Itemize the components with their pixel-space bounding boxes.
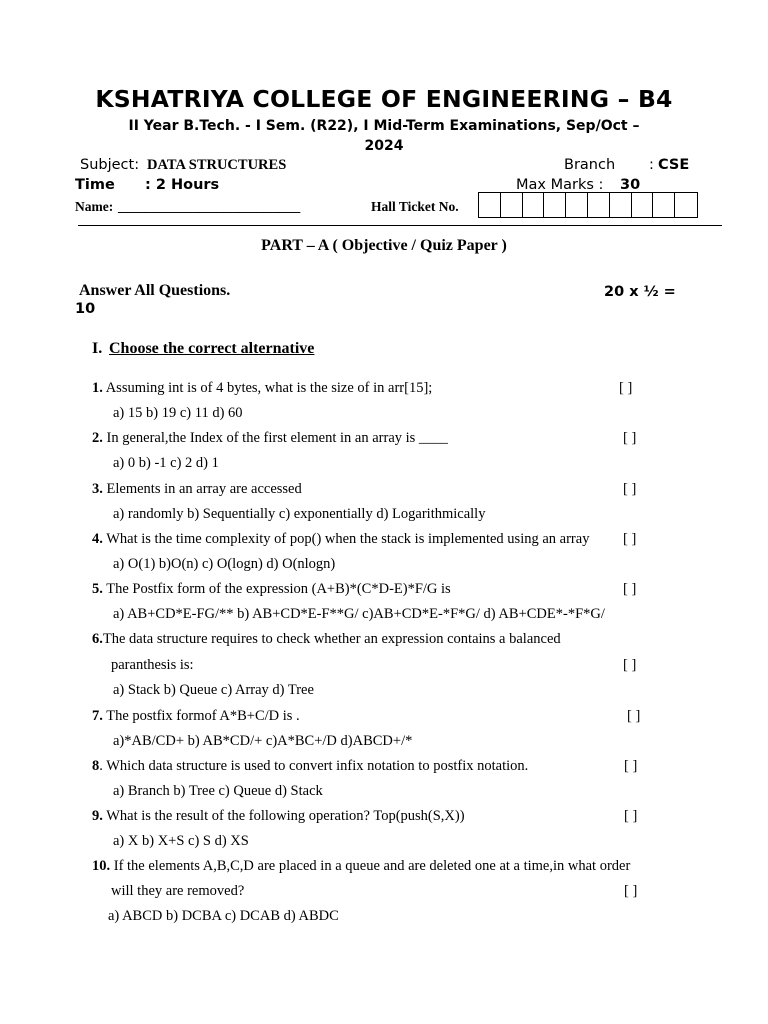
question-4: [92, 531, 589, 548]
hall-ticket-digit-box[interactable]: [610, 193, 632, 217]
branch-value: CSE: [658, 157, 690, 173]
question-number: 3.: [92, 481, 103, 497]
question-text: What is the time complexity of pop() when the stack is implemented using an array: [102, 531, 590, 547]
question-number: 4.: [92, 531, 103, 547]
time-value: : 2 Hours: [145, 177, 220, 193]
question-9: [92, 808, 465, 825]
question-number: 6.: [92, 631, 103, 647]
answer-bracket[interactable]: [ ]: [624, 808, 638, 824]
instruction: Answer All Questions.: [79, 282, 231, 299]
question-text: . Which data structure is used to convert infix notation to postfix notation.: [99, 758, 529, 774]
question-9-options: a) X b) X+S c) S d) XS: [113, 833, 249, 849]
question-number: 2.: [92, 430, 103, 446]
question-6: [92, 631, 561, 648]
question-8-options: a) Branch b) Tree c) Queue d) Stack: [113, 783, 323, 799]
question-6-continued: paranthesis is:: [111, 657, 194, 673]
hall-ticket-digit-box[interactable]: [566, 193, 588, 217]
question-1: [92, 380, 432, 397]
max-marks-value: 30: [620, 177, 641, 193]
question-number: 1.: [92, 380, 103, 396]
question-text: Assuming int is of 4 bytes, what is the size of in arr[15];: [102, 380, 433, 396]
exam-title-line2: 2024: [364, 138, 404, 154]
max-marks-label: Max Marks :: [516, 177, 604, 193]
hall-ticket-digit-box[interactable]: [653, 193, 675, 217]
question-10-options: a) ABCD b) DCBA c) DCAB d) ABDC: [108, 908, 339, 924]
answer-bracket[interactable]: [ ]: [623, 430, 637, 446]
branch-label: Branch: [564, 157, 616, 173]
college-title: KSHATRIYA COLLEGE OF ENGINEERING – B4: [95, 85, 673, 113]
subject-label: Subject:: [80, 157, 140, 173]
question-text: If the elements A,B,C,D are placed in a queue and are deleted one at a time,in what order: [110, 858, 631, 874]
question-text: The Postfix form of the expression (A+B)*(C*D-E)*F/G is: [102, 581, 451, 597]
question-number: 10.: [92, 858, 111, 874]
hall-ticket-digit-box[interactable]: [479, 193, 501, 217]
section-title: Choose the correct alternative: [109, 340, 315, 357]
question-3: [92, 481, 302, 498]
hall-ticket-digit-box[interactable]: [501, 193, 523, 217]
part-title: PART – A ( Objective / Quiz Paper ): [261, 237, 507, 254]
question-number: 7.: [92, 708, 103, 724]
question-2: [92, 430, 448, 447]
question-number: 9.: [92, 808, 103, 824]
answer-bracket[interactable]: [ ]: [623, 581, 637, 597]
question-7: [92, 708, 300, 725]
hall-ticket-digit-box[interactable]: [523, 193, 545, 217]
question-3-options: a) randomly b) Sequentially c) exponentially d) Logarithmically: [113, 506, 486, 522]
hall-ticket-digit-box[interactable]: [544, 193, 566, 217]
hall-ticket-boxes[interactable]: [478, 192, 698, 218]
name-line: ___________________________: [118, 199, 301, 214]
answer-bracket[interactable]: [ ]: [623, 481, 637, 497]
answer-bracket[interactable]: [ ]: [623, 531, 637, 547]
question-1-options: a) 15 b) 19 c) 11 d) 60: [113, 405, 243, 421]
branch-colon: :: [649, 157, 654, 173]
question-7-options: a)*AB/CD+ b) AB*CD/+ c)A*BC+/D d)ABCD+/*: [113, 733, 413, 749]
answer-bracket[interactable]: [ ]: [627, 708, 641, 724]
section-number: I.: [92, 340, 103, 357]
answer-bracket[interactable]: [ ]: [619, 380, 633, 396]
hall-ticket-digit-box[interactable]: [588, 193, 610, 217]
hall-ticket-label: Hall Ticket No.: [371, 199, 459, 214]
question-text: The postfix formof A*B+C/D is .: [102, 708, 300, 724]
answer-bracket[interactable]: [ ]: [624, 883, 638, 899]
marks-calc: 20 x ½ =: [604, 284, 676, 300]
question-10: [92, 858, 630, 875]
hall-ticket-digit-box[interactable]: [675, 193, 697, 217]
header-divider: [78, 225, 722, 226]
marks-total: 10: [75, 301, 96, 317]
hall-ticket-digit-box[interactable]: [632, 193, 654, 217]
question-text: In general,the Index of the first element in an array is ____: [102, 430, 448, 446]
question-5-options: a) AB+CD*E-FG/** b) AB+CD*E-F**G/ c)AB+CD*E-*F*G/ d) AB+CDE*-*F*G/: [113, 606, 605, 622]
question-number: 5.: [92, 581, 103, 597]
question-5: [92, 581, 451, 598]
question-10-continued: will they are removed?: [111, 883, 245, 899]
question-text: The data structure requires to check whether an expression contains a balanced: [102, 631, 561, 647]
question-6-options: a) Stack b) Queue c) Array d) Tree: [113, 682, 314, 698]
question-8: [92, 758, 528, 775]
question-text: Elements in an array are accessed: [102, 481, 302, 497]
question-4-options: a) O(1) b)O(n) c) O(logn) d) O(nlogn): [113, 556, 336, 572]
answer-bracket[interactable]: [ ]: [624, 758, 638, 774]
time-label: Time: [75, 177, 115, 193]
question-number: 8: [92, 758, 100, 774]
subject-value: DATA STRUCTURES: [147, 157, 287, 173]
name-label: Name:: [75, 199, 114, 214]
answer-bracket[interactable]: [ ]: [623, 657, 637, 673]
question-2-options: a) 0 b) -1 c) 2 d) 1: [113, 455, 219, 471]
exam-title-line1: II Year B.Tech. - I Sem. (R22), I Mid-Term Examinations, Sep/Oct –: [128, 118, 640, 134]
question-text: What is the result of the following operation? Top(push(S,X)): [102, 808, 465, 824]
